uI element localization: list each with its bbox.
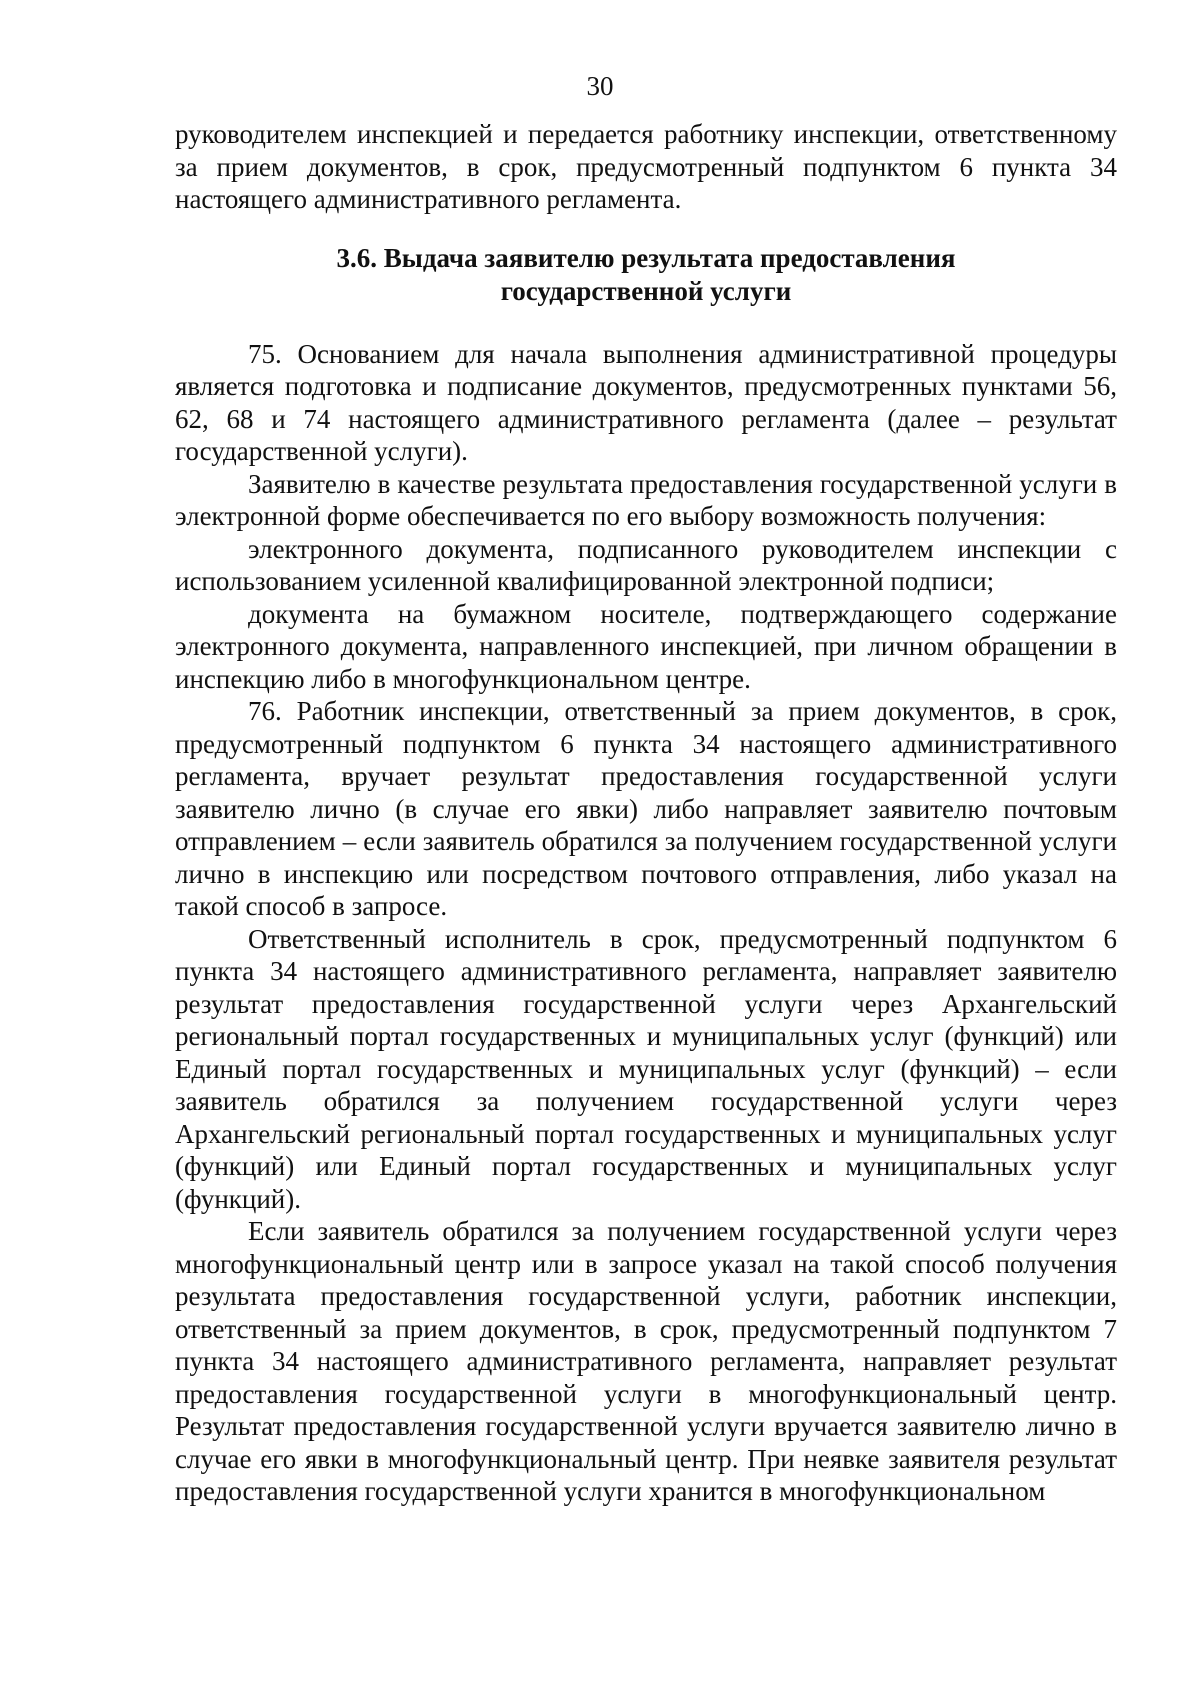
paragraph-result-options: Заявителю в качестве результата предоставления государственной услуги в электронной форме обеспечивается по его выбору возможность получения: bbox=[175, 468, 1117, 531]
section-heading-line-1: 3.6. Выдача заявителю результата предоставления bbox=[336, 242, 956, 273]
paragraph-electronic-document: электронного документа, подписанного руководителем инспекции с использованием усиленной квалифицированной электронной подписи; bbox=[175, 533, 1117, 596]
page-number: 30 bbox=[586, 71, 614, 101]
paragraph-mfc-delivery: Если заявитель обратился за получением государственной услуги через многофункциональный центр или в запросе указал на такой способ получения результата предоставления государственной услуги, работник инспекции, ответственный за прием документов, в срок, предусмотренный подпунктом 7 пункта 34 настоящего административного регламента, направляет результат предоставления государственной услуги в многофункциональный центр. Результат предоставления государственной услуги вручается заявителю лично в случае его явки в многофункциональный центр. При неявке заявителя результат предоставления государственной услуги хранится в многофункциональном bbox=[175, 1216, 1117, 1506]
document-body bbox=[175, 118, 1117, 1508]
paragraph-portal-delivery: Ответственный исполнитель в срок, предусмотренный подпунктом 6 пункта 34 настоящего административного регламента, направляет заявителю результат предоставления государственной услуги через Архангельский региональный портал государственных и муниципальных услуг (функций) или Единый портал государственных и муниципальных услуг (функций) – если заявитель обратился за получением государственной услуги через Архангельский региональный портал государственных и муниципальных услуг (функций) или Единый портал государственных и муниципальных услуг (функций). bbox=[175, 923, 1117, 1214]
section-heading-line-2: государственной услуги bbox=[500, 275, 792, 306]
section-heading bbox=[175, 242, 1117, 308]
intro-paragraph: руководителем инспекцией и передается работнику инспекции, ответственному за прием документов, в срок, предусмотренный подпунктом 6 пункта 34 настоящего административного регламента. bbox=[175, 119, 1117, 214]
paragraph-paper-document: документа на бумажном носителе, подтверждающего содержание электронного документа, направленного инспекцией, при личном обращении в инспекцию либо в многофункциональном центре. bbox=[175, 598, 1117, 694]
paragraph-76: 76. Работник инспекции, ответственный за прием документов, в срок, предусмотренный подпунктом 6 пункта 34 настоящего административного регламента, вручает результат предоставления государственной услуги заявителю лично (в случае его явки) либо направляет заявителю почтовым отправлением – если заявитель обратился за получением государственной услуги лично в инспекцию или посредством почтового отправления, либо указал на такой способ в запросе. bbox=[175, 696, 1117, 921]
paragraph-75: 75. Основанием для начала выполнения административной процедуры является подготовка и подписание документов, предусмотренных пунктами 56, 62, 68 и 74 настоящего административного регламента (далее – результат государственной услуги). bbox=[175, 338, 1117, 466]
